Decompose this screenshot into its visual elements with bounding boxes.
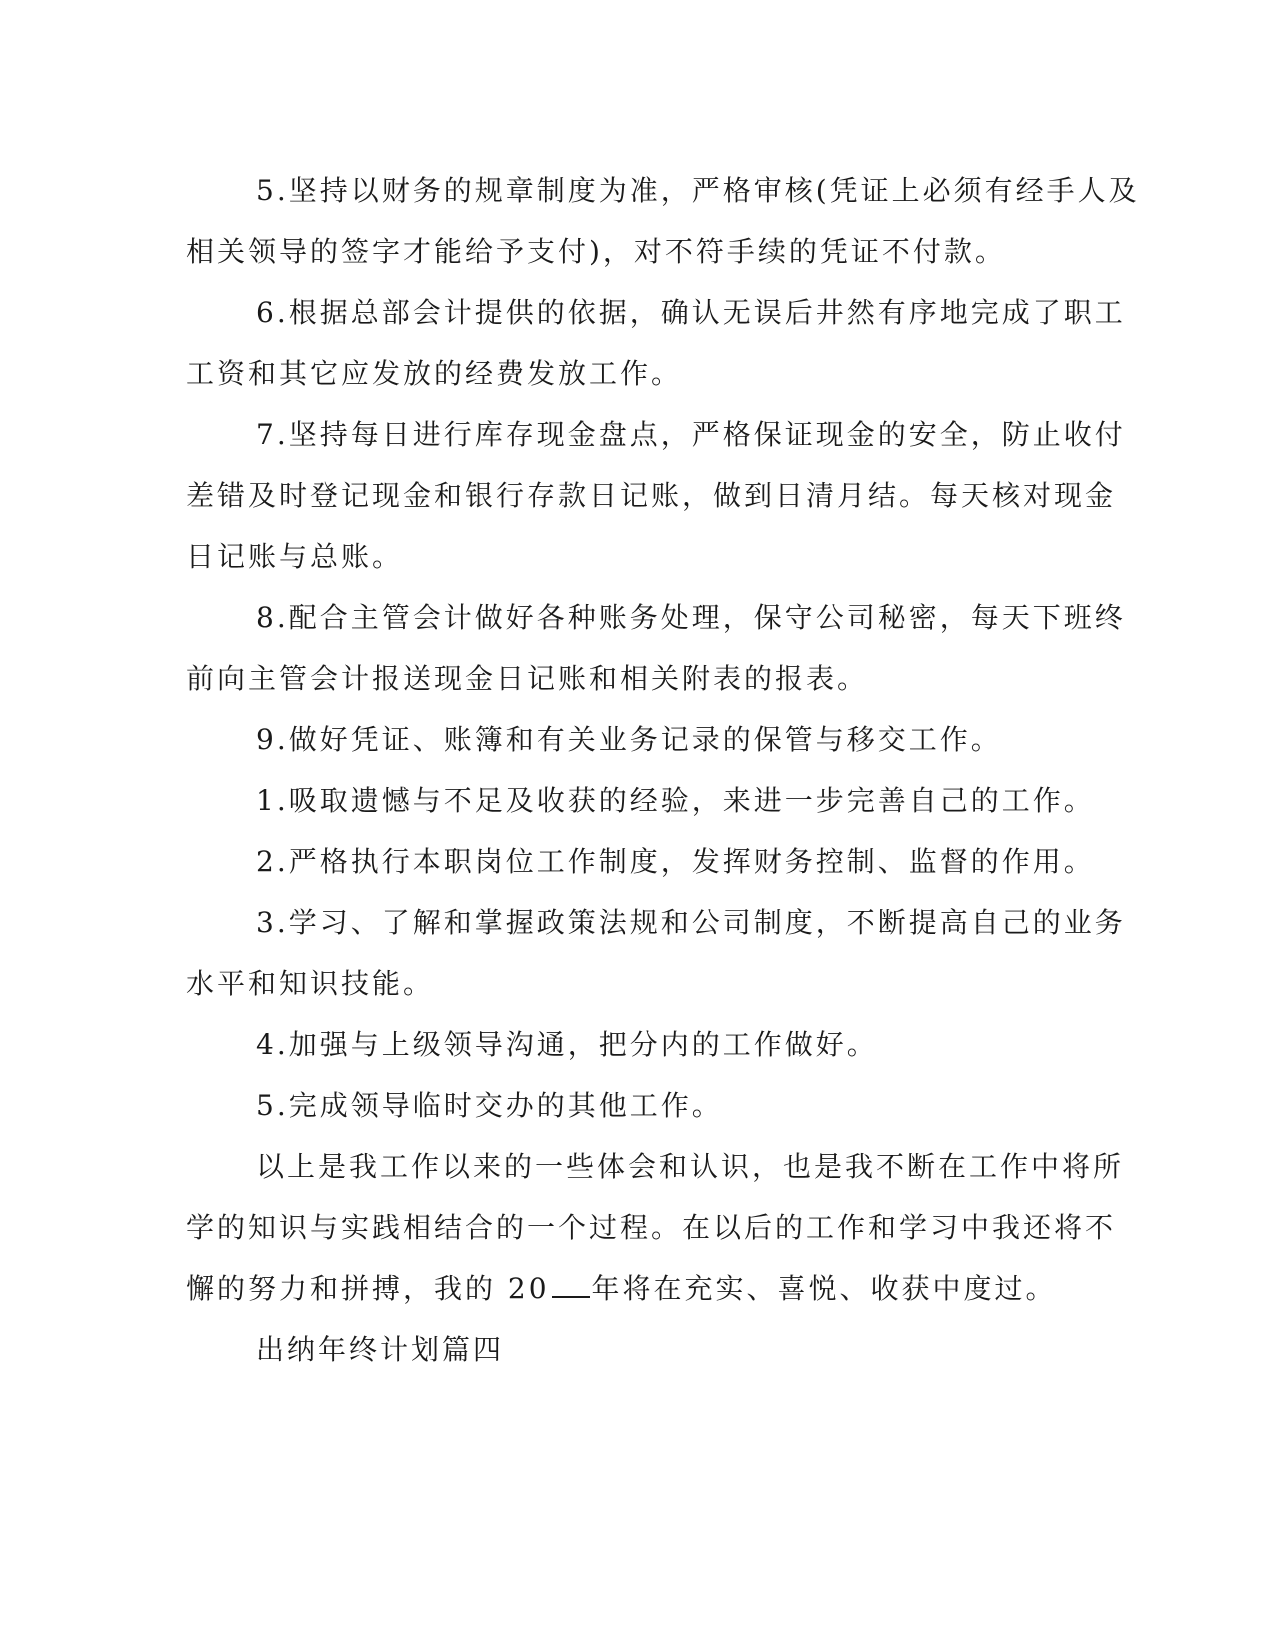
paragraph-item-5-approval [186,160,1140,282]
paragraph-plan-5 [186,1075,1074,1136]
text-line: 水平和知识技能。 [186,967,435,1000]
text-line: 2.严格执行本职岗位工作制度，发挥财务控制、监督的作用。 [256,845,1095,878]
year-blank-underline [552,1272,590,1298]
heading-text: 出纳年终计划篇四 [256,1333,505,1366]
text-line: 9.做好凭证、账簿和有关业务记录的保管与移交工作。 [256,723,1002,756]
text-line: 前向主管会计报送现金日记账和相关附表的报表。 [186,662,869,695]
text-line: 4.加强与上级领导沟通，把分内的工作做好。 [256,1028,878,1061]
text-line: 5.坚持以财务的规章制度为准，严格审核(凭证上必须有经手人及 [256,174,1140,207]
paragraph-item-9-records [186,709,1074,770]
paragraph-plan-4 [186,1014,1074,1075]
text-line: 5.完成领导临时交办的其他工作。 [256,1089,723,1122]
text-line: 7.坚持每日进行库存现金盘点，严格保证现金的安全，防止收付 [256,418,1126,451]
text-line: 1.吸取遗憾与不足及收获的经验，来进一步完善自己的工作。 [256,784,1095,817]
closing-text-start: 懈的努力和拼搏，我的 20 [186,1272,550,1305]
closing-line [116,1258,1074,1319]
paragraph-plan-3 [186,892,1126,1014]
paragraph-item-6-payroll [186,282,1126,404]
closing-text-end: 年将在充实、喜悦、收获中度过。 [591,1272,1057,1305]
section-heading [186,1319,1074,1380]
text-line: 差错及时登记现金和银行存款日记账，做到日清月结。每天核对现金 [186,479,1117,512]
text-line: 3.学习、了解和掌握政策法规和公司制度，不断提高自己的业务 [256,906,1126,939]
text-line: 相关领导的签字才能给予支付)，对不符手续的凭证不付款。 [186,235,1006,268]
text-line: 日记账与总账。 [186,540,404,573]
paragraph-summary [186,1136,1125,1319]
text-line: 工资和其它应发放的经费发放工作。 [186,357,683,390]
text-line: 以上是我工作以来的一些体会和认识，也是我不断在工作中将所 [256,1150,1125,1183]
text-line: 6.根据总部会计提供的依据，确认无误后井然有序地完成了职工 [256,296,1126,329]
text-line: 学的知识与实践相结合的一个过程。在以后的工作和学习中我还将不 [186,1211,1117,1244]
text-line: 8.配合主管会计做好各种账务处理，保守公司秘密，每天下班终 [256,601,1126,634]
document-body [186,160,1140,1380]
paragraph-item-7-cash-count [186,404,1126,587]
paragraph-plan-1 [186,770,1095,831]
paragraph-plan-2 [186,831,1095,892]
paragraph-item-8-reporting [186,587,1126,709]
